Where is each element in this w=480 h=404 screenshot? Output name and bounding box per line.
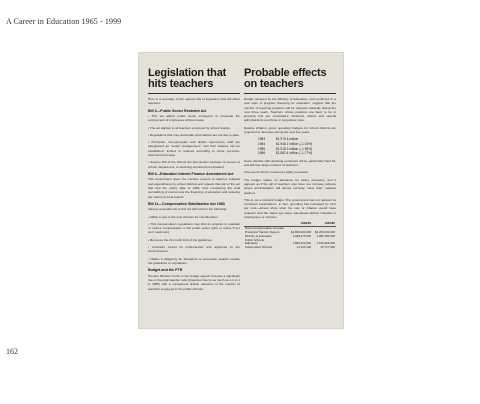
section-paragraph: • This act allows public sector employers to terminate the employment of employees without cause.: [148, 114, 240, 123]
right-headline: Probable effects on teachers: [244, 67, 327, 90]
section-heading: Bill 3—Public Sector Restraint Act: [148, 108, 207, 113]
right-paragraph: Some districts with declining enrolment will be particularly hard hit, and will lose large numbers of teachers.: [244, 158, 336, 168]
headline-rule: [244, 93, 336, 94]
table-cell: Ministry of Education: [245, 233, 272, 238]
section-paragraph: Various amendments to this act will result in the following:: [148, 207, 227, 212]
budget-year: 1986: [258, 151, 266, 156]
table-cell: Public Schools: [245, 237, 264, 242]
table-row: [244, 246, 336, 250]
table-header: 1983/84: [288, 222, 312, 226]
table-cell: 13,121,600: [296, 245, 312, 250]
section-heading: Budget and the PTR: [148, 268, 183, 273]
section-paragraph: • Removes the 24-month limit of the guidelines.: [148, 237, 213, 242]
section-paragraph: • Section 163 of the School Act (termination because of closure of school, department, or declining enrolment) is repealed.: [148, 160, 240, 169]
table-cell: 20,717,000: [320, 245, 335, 250]
newspaper-clipping: [138, 52, 344, 329]
table-cell: Independent Schools: [245, 245, 273, 250]
right-paragraph: The budget makes no allowance for salary increases, and it appears as if the gift of teachers may have one increase scheme where administrators will almost certainly "save their" salaries slashed.: [244, 177, 336, 195]
budget-amount: $1,918.2 million (–1.55%): [276, 146, 313, 151]
expenditure-table: [244, 222, 336, 250]
budget-figures-list: [258, 137, 336, 155]
table-cell: 1,915,608,000: [316, 241, 335, 246]
section-paragraph: • The act applies to all teachers employed by school boards.: [148, 125, 231, 130]
section-paragraph: • Ability to pay is the only criterion for consideration.: [148, 214, 219, 219]
table-cell: Direct Compensation Increase: [245, 226, 284, 231]
table-cell: $1,860,000,000: [291, 229, 312, 234]
book-header: A Career in Education 1965 - 1999: [6, 17, 122, 26]
table-cell: 1,480,784,000: [316, 233, 335, 238]
page-number: 162: [6, 347, 18, 356]
section-paragraph: • Regulations that may accelerate terminations are not due to date.: [148, 132, 240, 137]
section-paragraph: • Principals, vice-principals and district supervisory staff are categorized as "senior management," and their salaries can be established, limited or reduced according to some yet-to-be-determined formula.: [148, 140, 240, 158]
table-cell: 1,948,475,000: [292, 233, 312, 238]
right-paragraph: Increments will be counted as salary increases.: [244, 170, 309, 175]
right-paragraph: Despite inflation, gross operating budgets for school districts are projected to decrease during the next few years.: [244, 125, 336, 135]
budget-year: 1984: [258, 141, 266, 146]
table-cell: $4,284,000,000: [314, 229, 335, 234]
right-paragraph: This is not a restraint budget. The government has not reduced its combined expenditures, in fact, spending has increased by 12.2 per cent—almost triple what the rate of inflation would have required. And the status quo been maintained without cutbacks in employment or services.: [244, 197, 336, 220]
headline-rule: [148, 93, 240, 94]
section-paragraph: • This compensation regulations may limit its program to maintain or reduce compensation in the public sector (plus or minus 5 per cent maximum).: [148, 221, 240, 235]
section-heading: Bill 11—Compensation Stabilization Act 1983: [148, 201, 225, 206]
table-cell: Education: [245, 241, 258, 246]
budget-amount: $1,882.4 million (–1.77%): [276, 151, 313, 156]
section-paragraph: • Contracts cannot be implemented until approved by the Commissioner.: [148, 245, 240, 254]
budget-amount: $1,948.1 million (–1.15%): [276, 141, 313, 146]
left-headline: Legislation that hits teachers: [148, 67, 227, 90]
budget-year: 1985: [258, 146, 266, 151]
budget-amount: $1,970.6 million: [276, 137, 299, 142]
budget-figure-row: [258, 151, 336, 156]
section-paragraph: • Makes it obligatory for arbitrators to reconsider awards outside the guidelines or regulations.: [148, 256, 240, 265]
table-header: 1984/85: [312, 222, 336, 226]
table-cell: Provincial Transfer System: [245, 229, 280, 234]
left-intro: Here is a summary of the various bits of legislation that will affect teachers.: [148, 97, 240, 106]
right-column: [244, 68, 336, 250]
section-paragraph: This amendment gives the minister powers to approve budgets and expenditures by school districts and repeals that part of the act that had the expiry date of 1984, thus completing the total centralizing of control over the financing of education and reducing the control of local boards.: [148, 177, 240, 199]
section-paragraph: Premier Minister Curtis in his budget speech forecast a significant rise in the pupil-teacher ratio (projected rise by as much as 1.4 to 1 in 1985) with a consequent drastic reduction in the number of teachers employed in the public schools.: [148, 273, 240, 291]
section-heading: Bill 6—Education Interim Finance Amendment Act: [148, 171, 234, 176]
left-column: [148, 68, 240, 294]
right-paragraph: Details released by the Ministry of Education, and confirmed in a new topic of program financing for education, suggest that the number of teaching positions will be reduced markedly during the next three years. Teachers whose positions are likely to be in jeopardy first are counsellors, librarians, district and special administrators and those in supportive roles.: [244, 97, 336, 123]
budget-year: 1983: [258, 137, 266, 142]
table-cell: 1,882,000,000: [292, 241, 312, 246]
